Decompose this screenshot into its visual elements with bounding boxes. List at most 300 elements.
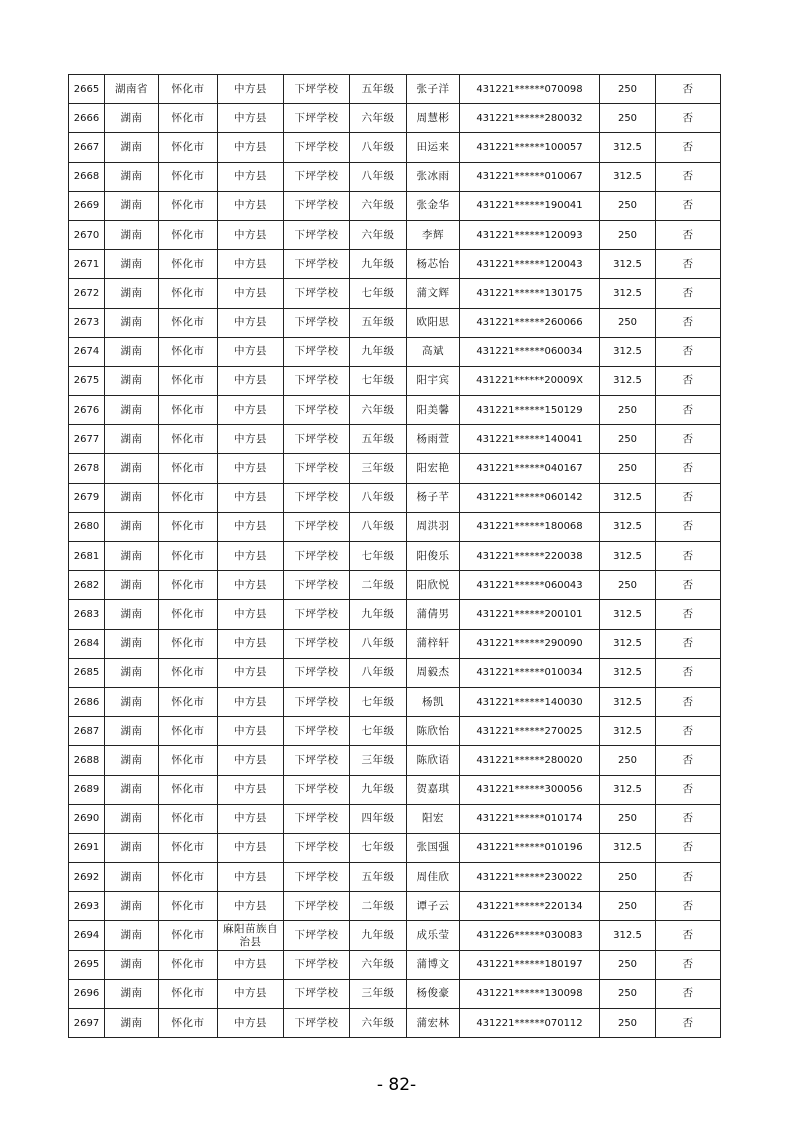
table-row bbox=[69, 483, 721, 512]
roster-body bbox=[69, 75, 721, 1038]
cell-flag: 否 bbox=[656, 308, 721, 337]
table-row bbox=[69, 658, 721, 687]
cell-id-masked: 431221******190041 bbox=[460, 191, 600, 220]
cell-amount: 250 bbox=[600, 220, 656, 249]
cell-flag: 否 bbox=[656, 366, 721, 395]
cell-seq: 2672 bbox=[69, 279, 105, 308]
cell-province: 湖南 bbox=[105, 600, 159, 629]
cell-province: 湖南 bbox=[105, 250, 159, 279]
cell-flag: 否 bbox=[656, 104, 721, 133]
cell-school: 下坪学校 bbox=[284, 250, 350, 279]
cell-school: 下坪学校 bbox=[284, 542, 350, 571]
cell-county: 中方县 bbox=[218, 220, 284, 249]
cell-flag: 否 bbox=[656, 804, 721, 833]
cell-grade: 五年级 bbox=[350, 75, 407, 104]
cell-id-masked: 431221******180197 bbox=[460, 950, 600, 979]
roster-table bbox=[68, 74, 721, 1038]
cell-province: 湖南 bbox=[105, 775, 159, 804]
cell-grade: 九年级 bbox=[350, 921, 407, 950]
cell-id-masked: 431221******150129 bbox=[460, 396, 600, 425]
cell-amount: 250 bbox=[600, 571, 656, 600]
cell-province: 湖南 bbox=[105, 279, 159, 308]
cell-id-masked: 431221******290090 bbox=[460, 629, 600, 658]
cell-flag: 否 bbox=[656, 571, 721, 600]
cell-name: 蒲宏林 bbox=[407, 1009, 460, 1038]
table-row bbox=[69, 162, 721, 191]
cell-name: 成乐莹 bbox=[407, 921, 460, 950]
cell-grade: 五年级 bbox=[350, 863, 407, 892]
cell-id-masked: 431221******280032 bbox=[460, 104, 600, 133]
cell-county: 麻阳苗族自治县 bbox=[218, 921, 284, 950]
cell-name: 欧阳思 bbox=[407, 308, 460, 337]
cell-seq: 2693 bbox=[69, 892, 105, 921]
cell-city: 怀化市 bbox=[159, 600, 218, 629]
cell-name: 阳宏艳 bbox=[407, 454, 460, 483]
cell-id-masked: 431221******270025 bbox=[460, 717, 600, 746]
cell-grade: 七年级 bbox=[350, 542, 407, 571]
cell-grade: 三年级 bbox=[350, 454, 407, 483]
cell-county: 中方县 bbox=[218, 600, 284, 629]
cell-name: 谭子云 bbox=[407, 892, 460, 921]
cell-grade: 六年级 bbox=[350, 950, 407, 979]
cell-county: 中方县 bbox=[218, 133, 284, 162]
cell-amount: 250 bbox=[600, 1009, 656, 1038]
cell-province: 湖南 bbox=[105, 220, 159, 249]
cell-city: 怀化市 bbox=[159, 308, 218, 337]
cell-province: 湖南 bbox=[105, 162, 159, 191]
cell-city: 怀化市 bbox=[159, 542, 218, 571]
cell-city: 怀化市 bbox=[159, 454, 218, 483]
cell-id-masked: 431221******130175 bbox=[460, 279, 600, 308]
cell-grade: 五年级 bbox=[350, 425, 407, 454]
cell-name: 李辉 bbox=[407, 220, 460, 249]
cell-school: 下坪学校 bbox=[284, 366, 350, 395]
cell-name: 阳宏 bbox=[407, 804, 460, 833]
cell-city: 怀化市 bbox=[159, 921, 218, 950]
cell-seq: 2676 bbox=[69, 396, 105, 425]
cell-county: 中方县 bbox=[218, 75, 284, 104]
cell-amount: 312.5 bbox=[600, 600, 656, 629]
cell-grade: 八年级 bbox=[350, 512, 407, 541]
cell-school: 下坪学校 bbox=[284, 220, 350, 249]
cell-name: 田运来 bbox=[407, 133, 460, 162]
cell-grade: 八年级 bbox=[350, 162, 407, 191]
table-row bbox=[69, 133, 721, 162]
cell-province: 湖南省 bbox=[105, 75, 159, 104]
cell-seq: 2679 bbox=[69, 483, 105, 512]
cell-school: 下坪学校 bbox=[284, 133, 350, 162]
cell-school: 下坪学校 bbox=[284, 512, 350, 541]
cell-grade: 八年级 bbox=[350, 658, 407, 687]
cell-name: 周慧彬 bbox=[407, 104, 460, 133]
cell-province: 湖南 bbox=[105, 687, 159, 716]
cell-school: 下坪学校 bbox=[284, 600, 350, 629]
cell-grade: 六年级 bbox=[350, 396, 407, 425]
cell-id-masked: 431221******010196 bbox=[460, 833, 600, 862]
cell-flag: 否 bbox=[656, 162, 721, 191]
table-row bbox=[69, 425, 721, 454]
cell-province: 湖南 bbox=[105, 746, 159, 775]
cell-county: 中方县 bbox=[218, 1009, 284, 1038]
cell-flag: 否 bbox=[656, 133, 721, 162]
cell-county: 中方县 bbox=[218, 308, 284, 337]
cell-grade: 三年级 bbox=[350, 746, 407, 775]
cell-province: 湖南 bbox=[105, 454, 159, 483]
table-row bbox=[69, 717, 721, 746]
cell-id-masked: 431221******130098 bbox=[460, 979, 600, 1008]
cell-amount: 250 bbox=[600, 396, 656, 425]
table-row bbox=[69, 396, 721, 425]
cell-county: 中方县 bbox=[218, 104, 284, 133]
cell-amount: 312.5 bbox=[600, 687, 656, 716]
cell-name: 杨芯怡 bbox=[407, 250, 460, 279]
cell-amount: 312.5 bbox=[600, 512, 656, 541]
cell-school: 下坪学校 bbox=[284, 1009, 350, 1038]
table-row bbox=[69, 542, 721, 571]
cell-school: 下坪学校 bbox=[284, 425, 350, 454]
cell-name: 陈欣怡 bbox=[407, 717, 460, 746]
cell-seq: 2665 bbox=[69, 75, 105, 104]
cell-county: 中方县 bbox=[218, 775, 284, 804]
cell-province: 湖南 bbox=[105, 863, 159, 892]
cell-flag: 否 bbox=[656, 746, 721, 775]
cell-grade: 七年级 bbox=[350, 279, 407, 308]
cell-county: 中方县 bbox=[218, 717, 284, 746]
cell-seq: 2695 bbox=[69, 950, 105, 979]
cell-flag: 否 bbox=[656, 629, 721, 658]
table-row bbox=[69, 775, 721, 804]
cell-county: 中方县 bbox=[218, 337, 284, 366]
cell-grade: 七年级 bbox=[350, 687, 407, 716]
cell-county: 中方县 bbox=[218, 425, 284, 454]
cell-city: 怀化市 bbox=[159, 804, 218, 833]
cell-city: 怀化市 bbox=[159, 687, 218, 716]
cell-amount: 312.5 bbox=[600, 162, 656, 191]
cell-grade: 七年级 bbox=[350, 366, 407, 395]
table-row bbox=[69, 629, 721, 658]
cell-county: 中方县 bbox=[218, 396, 284, 425]
cell-id-masked: 431221******060034 bbox=[460, 337, 600, 366]
cell-name: 高斌 bbox=[407, 337, 460, 366]
cell-name: 阳宇宾 bbox=[407, 366, 460, 395]
table-row bbox=[69, 250, 721, 279]
cell-name: 张子洋 bbox=[407, 75, 460, 104]
cell-flag: 否 bbox=[656, 220, 721, 249]
cell-seq: 2668 bbox=[69, 162, 105, 191]
cell-grade: 七年级 bbox=[350, 833, 407, 862]
table-row bbox=[69, 863, 721, 892]
cell-id-masked: 431221******230022 bbox=[460, 863, 600, 892]
page-number: - 82- bbox=[376, 1075, 417, 1095]
cell-school: 下坪学校 bbox=[284, 483, 350, 512]
cell-grade: 九年级 bbox=[350, 600, 407, 629]
cell-amount: 312.5 bbox=[600, 658, 656, 687]
cell-school: 下坪学校 bbox=[284, 921, 350, 950]
cell-county: 中方县 bbox=[218, 804, 284, 833]
cell-name: 杨雨萱 bbox=[407, 425, 460, 454]
cell-id-masked: 431221******280020 bbox=[460, 746, 600, 775]
cell-flag: 否 bbox=[656, 512, 721, 541]
cell-county: 中方县 bbox=[218, 279, 284, 308]
cell-flag: 否 bbox=[656, 542, 721, 571]
cell-province: 湖南 bbox=[105, 833, 159, 862]
cell-school: 下坪学校 bbox=[284, 104, 350, 133]
table-row bbox=[69, 571, 721, 600]
cell-name: 阳美馨 bbox=[407, 396, 460, 425]
cell-amount: 250 bbox=[600, 979, 656, 1008]
cell-flag: 否 bbox=[656, 979, 721, 1008]
table-row bbox=[69, 191, 721, 220]
cell-flag: 否 bbox=[656, 337, 721, 366]
cell-county: 中方县 bbox=[218, 542, 284, 571]
cell-id-masked: 431221******010034 bbox=[460, 658, 600, 687]
cell-id-masked: 431221******260066 bbox=[460, 308, 600, 337]
cell-amount: 312.5 bbox=[600, 279, 656, 308]
table-row bbox=[69, 366, 721, 395]
cell-county: 中方县 bbox=[218, 454, 284, 483]
cell-name: 张金华 bbox=[407, 191, 460, 220]
cell-province: 湖南 bbox=[105, 104, 159, 133]
cell-seq: 2691 bbox=[69, 833, 105, 862]
cell-seq: 2671 bbox=[69, 250, 105, 279]
cell-id-masked: 431221******060043 bbox=[460, 571, 600, 600]
cell-seq: 2692 bbox=[69, 863, 105, 892]
cell-city: 怀化市 bbox=[159, 863, 218, 892]
cell-school: 下坪学校 bbox=[284, 308, 350, 337]
cell-seq: 2686 bbox=[69, 687, 105, 716]
cell-seq: 2687 bbox=[69, 717, 105, 746]
cell-id-masked: 431221******20009X bbox=[460, 366, 600, 395]
cell-id-masked: 431221******010174 bbox=[460, 804, 600, 833]
cell-flag: 否 bbox=[656, 950, 721, 979]
cell-name: 杨俊豪 bbox=[407, 979, 460, 1008]
cell-grade: 九年级 bbox=[350, 775, 407, 804]
cell-amount: 312.5 bbox=[600, 775, 656, 804]
table-row bbox=[69, 892, 721, 921]
cell-name: 周洪羽 bbox=[407, 512, 460, 541]
cell-city: 怀化市 bbox=[159, 746, 218, 775]
cell-city: 怀化市 bbox=[159, 979, 218, 1008]
cell-seq: 2670 bbox=[69, 220, 105, 249]
table-row bbox=[69, 687, 721, 716]
cell-amount: 250 bbox=[600, 191, 656, 220]
cell-name: 蒲文辉 bbox=[407, 279, 460, 308]
cell-seq: 2667 bbox=[69, 133, 105, 162]
cell-city: 怀化市 bbox=[159, 366, 218, 395]
cell-county: 中方县 bbox=[218, 366, 284, 395]
cell-name: 杨凯 bbox=[407, 687, 460, 716]
cell-flag: 否 bbox=[656, 425, 721, 454]
cell-province: 湖南 bbox=[105, 804, 159, 833]
cell-county: 中方县 bbox=[218, 833, 284, 862]
table-row bbox=[69, 950, 721, 979]
cell-city: 怀化市 bbox=[159, 833, 218, 862]
cell-flag: 否 bbox=[656, 921, 721, 950]
cell-province: 湖南 bbox=[105, 133, 159, 162]
cell-city: 怀化市 bbox=[159, 279, 218, 308]
cell-grade: 八年级 bbox=[350, 133, 407, 162]
cell-seq: 2696 bbox=[69, 979, 105, 1008]
table-row bbox=[69, 1009, 721, 1038]
cell-province: 湖南 bbox=[105, 571, 159, 600]
cell-name: 周佳欣 bbox=[407, 863, 460, 892]
cell-seq: 2680 bbox=[69, 512, 105, 541]
cell-flag: 否 bbox=[656, 892, 721, 921]
cell-province: 湖南 bbox=[105, 396, 159, 425]
cell-county: 中方县 bbox=[218, 162, 284, 191]
cell-name: 蒲倩男 bbox=[407, 600, 460, 629]
table-row bbox=[69, 308, 721, 337]
cell-amount: 312.5 bbox=[600, 717, 656, 746]
cell-amount: 250 bbox=[600, 104, 656, 133]
cell-school: 下坪学校 bbox=[284, 396, 350, 425]
cell-province: 湖南 bbox=[105, 892, 159, 921]
cell-school: 下坪学校 bbox=[284, 75, 350, 104]
cell-province: 湖南 bbox=[105, 629, 159, 658]
cell-flag: 否 bbox=[656, 863, 721, 892]
cell-city: 怀化市 bbox=[159, 512, 218, 541]
cell-province: 湖南 bbox=[105, 425, 159, 454]
cell-amount: 250 bbox=[600, 950, 656, 979]
cell-school: 下坪学校 bbox=[284, 775, 350, 804]
cell-province: 湖南 bbox=[105, 512, 159, 541]
table-row bbox=[69, 600, 721, 629]
cell-flag: 否 bbox=[656, 1009, 721, 1038]
cell-grade: 三年级 bbox=[350, 979, 407, 1008]
cell-city: 怀化市 bbox=[159, 658, 218, 687]
cell-seq: 2678 bbox=[69, 454, 105, 483]
cell-school: 下坪学校 bbox=[284, 337, 350, 366]
cell-id-masked: 431221******220134 bbox=[460, 892, 600, 921]
cell-grade: 五年级 bbox=[350, 308, 407, 337]
cell-city: 怀化市 bbox=[159, 220, 218, 249]
cell-seq: 2673 bbox=[69, 308, 105, 337]
cell-amount: 250 bbox=[600, 863, 656, 892]
cell-name: 陈欣语 bbox=[407, 746, 460, 775]
cell-id-masked: 431226******030083 bbox=[460, 921, 600, 950]
cell-county: 中方县 bbox=[218, 191, 284, 220]
cell-amount: 312.5 bbox=[600, 629, 656, 658]
cell-province: 湖南 bbox=[105, 717, 159, 746]
cell-id-masked: 431221******120043 bbox=[460, 250, 600, 279]
cell-city: 怀化市 bbox=[159, 775, 218, 804]
cell-school: 下坪学校 bbox=[284, 687, 350, 716]
cell-province: 湖南 bbox=[105, 979, 159, 1008]
cell-grade: 六年级 bbox=[350, 191, 407, 220]
cell-name: 张国强 bbox=[407, 833, 460, 862]
cell-id-masked: 431221******070098 bbox=[460, 75, 600, 104]
cell-amount: 312.5 bbox=[600, 542, 656, 571]
cell-id-masked: 431221******200101 bbox=[460, 600, 600, 629]
cell-seq: 2675 bbox=[69, 366, 105, 395]
cell-seq: 2683 bbox=[69, 600, 105, 629]
cell-flag: 否 bbox=[656, 658, 721, 687]
cell-flag: 否 bbox=[656, 191, 721, 220]
cell-county: 中方县 bbox=[218, 863, 284, 892]
cell-grade: 九年级 bbox=[350, 337, 407, 366]
cell-name: 贺嘉琪 bbox=[407, 775, 460, 804]
cell-flag: 否 bbox=[656, 279, 721, 308]
cell-city: 怀化市 bbox=[159, 75, 218, 104]
cell-id-masked: 431221******040167 bbox=[460, 454, 600, 483]
cell-province: 湖南 bbox=[105, 483, 159, 512]
cell-flag: 否 bbox=[656, 775, 721, 804]
cell-amount: 250 bbox=[600, 454, 656, 483]
cell-amount: 312.5 bbox=[600, 833, 656, 862]
cell-amount: 250 bbox=[600, 892, 656, 921]
cell-id-masked: 431221******220038 bbox=[460, 542, 600, 571]
cell-school: 下坪学校 bbox=[284, 979, 350, 1008]
table-row bbox=[69, 804, 721, 833]
cell-school: 下坪学校 bbox=[284, 717, 350, 746]
cell-name: 杨子芊 bbox=[407, 483, 460, 512]
table-row bbox=[69, 220, 721, 249]
cell-flag: 否 bbox=[656, 396, 721, 425]
cell-amount: 250 bbox=[600, 308, 656, 337]
cell-flag: 否 bbox=[656, 717, 721, 746]
cell-county: 中方县 bbox=[218, 571, 284, 600]
cell-county: 中方县 bbox=[218, 746, 284, 775]
cell-city: 怀化市 bbox=[159, 191, 218, 220]
cell-school: 下坪学校 bbox=[284, 571, 350, 600]
cell-seq: 2677 bbox=[69, 425, 105, 454]
table-row bbox=[69, 337, 721, 366]
cell-grade: 八年级 bbox=[350, 629, 407, 658]
cell-seq: 2690 bbox=[69, 804, 105, 833]
table-row bbox=[69, 833, 721, 862]
cell-city: 怀化市 bbox=[159, 337, 218, 366]
cell-school: 下坪学校 bbox=[284, 950, 350, 979]
cell-amount: 312.5 bbox=[600, 250, 656, 279]
table-row bbox=[69, 979, 721, 1008]
cell-school: 下坪学校 bbox=[284, 162, 350, 191]
cell-name: 阳欣悦 bbox=[407, 571, 460, 600]
table-row bbox=[69, 279, 721, 308]
table-row bbox=[69, 921, 721, 950]
cell-id-masked: 431221******070112 bbox=[460, 1009, 600, 1038]
cell-city: 怀化市 bbox=[159, 104, 218, 133]
cell-seq: 2666 bbox=[69, 104, 105, 133]
cell-grade: 六年级 bbox=[350, 104, 407, 133]
cell-id-masked: 431221******180068 bbox=[460, 512, 600, 541]
cell-school: 下坪学校 bbox=[284, 658, 350, 687]
cell-school: 下坪学校 bbox=[284, 746, 350, 775]
cell-seq: 2669 bbox=[69, 191, 105, 220]
table-row bbox=[69, 104, 721, 133]
cell-id-masked: 431221******100057 bbox=[460, 133, 600, 162]
cell-province: 湖南 bbox=[105, 658, 159, 687]
cell-school: 下坪学校 bbox=[284, 279, 350, 308]
cell-flag: 否 bbox=[656, 454, 721, 483]
cell-city: 怀化市 bbox=[159, 483, 218, 512]
cell-flag: 否 bbox=[656, 687, 721, 716]
cell-amount: 250 bbox=[600, 746, 656, 775]
cell-seq: 2684 bbox=[69, 629, 105, 658]
cell-grade: 六年级 bbox=[350, 1009, 407, 1038]
cell-seq: 2697 bbox=[69, 1009, 105, 1038]
cell-city: 怀化市 bbox=[159, 571, 218, 600]
cell-seq: 2688 bbox=[69, 746, 105, 775]
cell-amount: 312.5 bbox=[600, 921, 656, 950]
cell-id-masked: 431221******060142 bbox=[460, 483, 600, 512]
cell-school: 下坪学校 bbox=[284, 833, 350, 862]
cell-seq: 2682 bbox=[69, 571, 105, 600]
cell-city: 怀化市 bbox=[159, 717, 218, 746]
cell-school: 下坪学校 bbox=[284, 863, 350, 892]
cell-school: 下坪学校 bbox=[284, 804, 350, 833]
cell-name: 蒲梓轩 bbox=[407, 629, 460, 658]
cell-id-masked: 431221******140030 bbox=[460, 687, 600, 716]
